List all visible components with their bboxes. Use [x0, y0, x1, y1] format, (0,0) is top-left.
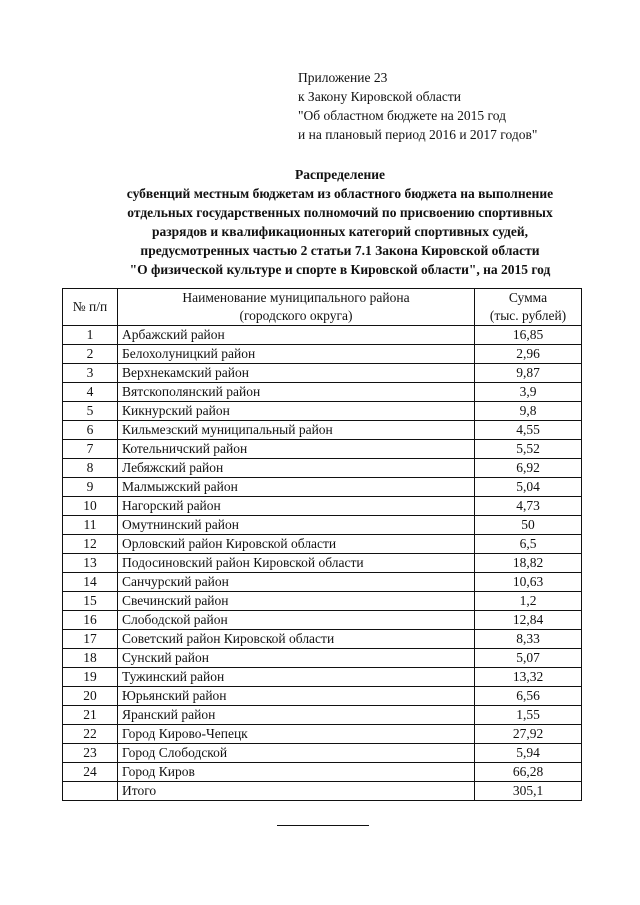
header-name-line2: (городского округа): [239, 308, 353, 323]
row-sum: 9,8: [475, 402, 582, 421]
row-name: Котельничский район: [118, 440, 475, 459]
row-num: 2: [63, 345, 118, 364]
row-sum: 16,85: [475, 326, 582, 345]
table-row: [63, 649, 582, 668]
row-num: 16: [63, 611, 118, 630]
total-num: [63, 782, 118, 801]
row-num: 23: [63, 744, 118, 763]
annex-header: [298, 68, 537, 144]
row-sum: 4,73: [475, 497, 582, 516]
total-sum: 305,1: [475, 782, 582, 801]
annex-line: Приложение 23: [298, 70, 388, 85]
row-name: Город Кирово-Чепецк: [118, 725, 475, 744]
row-sum: 3,9: [475, 383, 582, 402]
header-name-line1: Наименование муниципального района: [182, 290, 410, 305]
row-name: Город Киров: [118, 763, 475, 782]
title-line: "О физической культуре и спорте в Кировской области", на 2015 год: [129, 262, 551, 277]
row-name: Кикнурский район: [118, 402, 475, 421]
row-num: 19: [63, 668, 118, 687]
row-name: Тужинский район: [118, 668, 475, 687]
row-sum: 1,2: [475, 592, 582, 611]
row-num: 22: [63, 725, 118, 744]
row-name: Омутнинский район: [118, 516, 475, 535]
row-num: 5: [63, 402, 118, 421]
table-row: [63, 763, 582, 782]
row-name: Советский район Кировской области: [118, 630, 475, 649]
annex-line: "Об областном бюджете на 2015 год: [298, 108, 506, 123]
row-sum: 6,92: [475, 459, 582, 478]
row-name: Арбажский район: [118, 326, 475, 345]
row-name: Вятскополянский район: [118, 383, 475, 402]
row-sum: 12,84: [475, 611, 582, 630]
row-name: Нагорский район: [118, 497, 475, 516]
row-name: Слободской район: [118, 611, 475, 630]
row-num: 9: [63, 478, 118, 497]
row-name: Малмыжский район: [118, 478, 475, 497]
row-sum: 6,5: [475, 535, 582, 554]
row-num: 21: [63, 706, 118, 725]
header-sum-line2: (тыс. рублей): [489, 308, 567, 323]
row-num: 1: [63, 326, 118, 345]
table-row: [63, 592, 582, 611]
title-line: предусмотренных частью 2 статьи 7.1 Закона Кировской области: [140, 243, 540, 258]
table-row: [63, 630, 582, 649]
total-label: Итого: [118, 782, 475, 801]
table-row: [63, 516, 582, 535]
row-sum: 5,07: [475, 649, 582, 668]
header-name: [118, 289, 475, 326]
row-sum: 5,04: [475, 478, 582, 497]
row-num: 4: [63, 383, 118, 402]
table-row: [63, 744, 582, 763]
row-sum: 66,28: [475, 763, 582, 782]
row-name: Сунский район: [118, 649, 475, 668]
table-header-row: [63, 289, 582, 326]
row-sum: 5,52: [475, 440, 582, 459]
table-row: [63, 402, 582, 421]
table-row: [63, 687, 582, 706]
row-sum: 6,56: [475, 687, 582, 706]
row-num: 8: [63, 459, 118, 478]
row-num: 12: [63, 535, 118, 554]
row-num: 13: [63, 554, 118, 573]
row-name: Орловский район Кировской области: [118, 535, 475, 554]
table-row: [63, 459, 582, 478]
title-line: разрядов и квалификационных категорий спортивных судей,: [151, 224, 529, 239]
table-row: [63, 383, 582, 402]
table-row: [63, 478, 582, 497]
row-num: 24: [63, 763, 118, 782]
row-sum: 5,94: [475, 744, 582, 763]
annex-line: к Закону Кировской области: [298, 89, 462, 104]
table-total-row: [63, 782, 582, 801]
row-name: Белохолуницкий район: [118, 345, 475, 364]
row-sum: 2,96: [475, 345, 582, 364]
row-name: Санчурский район: [118, 573, 475, 592]
row-sum: 27,92: [475, 725, 582, 744]
table-row: [63, 706, 582, 725]
table-row: [63, 611, 582, 630]
row-num: 17: [63, 630, 118, 649]
table-row: [63, 440, 582, 459]
table-row: [63, 326, 582, 345]
table-row: [63, 364, 582, 383]
row-sum: 10,63: [475, 573, 582, 592]
table-row: [63, 725, 582, 744]
header-num: № п/п: [63, 289, 118, 326]
row-num: 15: [63, 592, 118, 611]
table-row: [63, 668, 582, 687]
table-row: [63, 573, 582, 592]
table-row: [63, 535, 582, 554]
title-line: субвенций местным бюджетам из областного бюджета на выполнение: [126, 186, 554, 201]
row-sum: 18,82: [475, 554, 582, 573]
row-name: Свечинский район: [118, 592, 475, 611]
header-sum-line1: Сумма: [508, 290, 548, 305]
title-line: отдельных государственных полномочий по присвоению спортивных: [127, 205, 553, 220]
table-row: [63, 554, 582, 573]
row-name: Кильмезский муниципальный район: [118, 421, 475, 440]
document-title: [40, 165, 640, 279]
table-row: [63, 497, 582, 516]
row-sum: 13,32: [475, 668, 582, 687]
distribution-table: [62, 288, 582, 801]
annex-line: и на плановый период 2016 и 2017 годов": [298, 127, 538, 142]
row-name: Город Слободской: [118, 744, 475, 763]
row-name: Верхнекамский район: [118, 364, 475, 383]
row-num: 6: [63, 421, 118, 440]
row-sum: 9,87: [475, 364, 582, 383]
table-row: [63, 421, 582, 440]
row-name: Лебяжский район: [118, 459, 475, 478]
row-sum: 8,33: [475, 630, 582, 649]
header-sum: [475, 289, 582, 326]
row-num: 20: [63, 687, 118, 706]
row-num: 18: [63, 649, 118, 668]
title-line: Распределение: [294, 167, 386, 182]
row-num: 10: [63, 497, 118, 516]
row-num: 7: [63, 440, 118, 459]
row-name: Яранский район: [118, 706, 475, 725]
row-num: 14: [63, 573, 118, 592]
row-sum: 1,55: [475, 706, 582, 725]
row-sum: 50: [475, 516, 582, 535]
row-name: Юрьянский район: [118, 687, 475, 706]
table-row: [63, 345, 582, 364]
row-num: 3: [63, 364, 118, 383]
row-name: Подосиновский район Кировской области: [118, 554, 475, 573]
row-sum: 4,55: [475, 421, 582, 440]
closing-rule: [277, 825, 369, 826]
row-num: 11: [63, 516, 118, 535]
